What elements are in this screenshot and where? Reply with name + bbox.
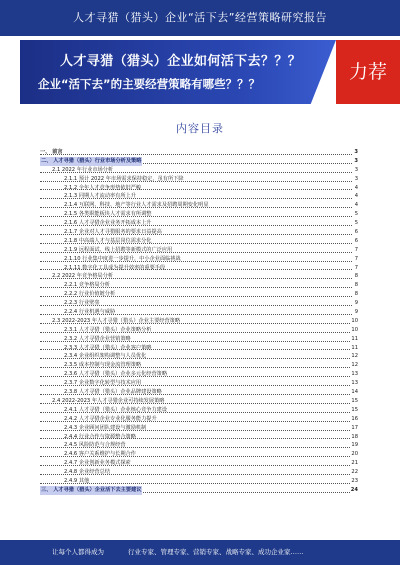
toc-entry-number: 2.1.9 <box>64 246 78 253</box>
table-of-contents <box>40 148 358 504</box>
footer-bar <box>0 540 400 565</box>
toc-page-number: 6 <box>354 229 358 236</box>
toc-entry-label <box>64 451 136 457</box>
toc-page-number: 3 <box>354 149 358 155</box>
toc-page-number: 3 <box>354 166 358 173</box>
toc-page-number: 8 <box>354 291 358 298</box>
toc-entry-number: 2.3.2 <box>64 335 78 342</box>
footer-slogan: 让每个人都得成为 <box>52 548 104 556</box>
toc-entry-label <box>64 345 152 351</box>
toc-entry-number: 三、 <box>41 486 52 493</box>
toc-entry-number: 2.1.8 <box>64 237 78 244</box>
toc-page-number: 5 <box>354 211 358 218</box>
toc-page-number: 13 <box>351 380 358 387</box>
toc-entry-number: 2.2.3 <box>64 300 78 307</box>
toc-entry-title: 预计 2022 年市场需求保持稳定，虽有所下降 <box>78 175 184 182</box>
toc-entry[interactable] <box>40 370 358 379</box>
footer-tagline: 行业专家、管理专家、营销专家、战略专家、成功企业家…… <box>128 548 304 556</box>
toc-entry-title: 人才寻猎（猎头）行业市场分析及策略 <box>53 157 142 164</box>
toc-entry-number: 2.4.9 <box>64 477 78 484</box>
toc-entry-number: 2.1.3 <box>64 193 78 200</box>
hero-title: 人才寻猎（猎头）企业如何活下去？？？ <box>60 54 302 69</box>
toc-entry-number: 2.1.1 <box>64 175 78 182</box>
toc-entry[interactable] <box>40 184 358 193</box>
toc-entry-label <box>64 478 89 484</box>
toc-entry-label <box>64 238 152 244</box>
toc-entry[interactable] <box>40 468 358 477</box>
toc-entry-number: 2.4.8 <box>64 469 78 476</box>
toc-entry-number: 2.2.2 <box>64 291 78 298</box>
toc-page-number: 19 <box>351 442 358 449</box>
toc-entry[interactable] <box>40 486 358 495</box>
toc-entry-number: 2.2 <box>52 273 61 280</box>
toc-entry-title: 企业数字化转型与技术应用 <box>78 380 142 387</box>
toc-entry-label <box>52 167 113 173</box>
toc-entry-number: 2.4.1 <box>64 406 78 413</box>
toc-entry[interactable] <box>40 450 358 459</box>
toc-entry-label <box>64 327 152 333</box>
toc-entry-number: 2.1.4 <box>64 202 78 209</box>
toc-entry-label <box>64 460 131 466</box>
toc-page-number: 17 <box>351 424 358 431</box>
toc-entry[interactable] <box>40 397 358 406</box>
toc-page-number: 3 <box>354 175 358 182</box>
toc-entry[interactable] <box>40 246 358 255</box>
toc-page-number: 4 <box>354 193 358 200</box>
toc-entry-label <box>64 407 167 413</box>
toc-entry[interactable] <box>40 379 358 388</box>
toc-entry-title: 人才寻猎（猎头）企业品牌建设策略 <box>78 389 162 396</box>
toc-entry-number: 2.1.11 <box>64 264 81 271</box>
toc-entry-title: 互联网、科技、地产等行业人才需求及招聘周期变化明显 <box>78 202 209 209</box>
toc-entry-label <box>40 157 142 166</box>
toc-page-number: 15 <box>351 397 358 404</box>
toc-page-number: 24 <box>350 486 358 493</box>
toc-entry-label <box>40 149 63 155</box>
toc-page-number: 10 <box>351 317 358 324</box>
toc-entry[interactable] <box>40 299 358 308</box>
toc-page-number: 12 <box>351 362 358 369</box>
toc-page-number: 8 <box>354 282 358 289</box>
toc-entry-label <box>64 202 209 208</box>
toc-entry-label <box>52 398 164 404</box>
toc-entry-title: 远程面试、线上招聘等新模式的广泛应用 <box>78 246 173 253</box>
toc-entry-title: 客户关系维护与长期合作 <box>78 451 136 458</box>
toc-entry[interactable] <box>40 308 358 317</box>
toc-page-number: 18 <box>351 433 358 440</box>
toc-entry[interactable] <box>40 201 358 210</box>
toc-heading: 内容目录 <box>176 122 224 135</box>
toc-entry-number: 2.4.3 <box>64 424 78 431</box>
toc-entry-number: 2.3 <box>52 317 61 324</box>
toc-entry-number: 2.3.7 <box>64 380 78 387</box>
toc-entry-title: 前言 <box>52 149 63 155</box>
toc-entry-number: 2.3.1 <box>64 326 78 333</box>
toc-page-number: 16 <box>351 415 358 422</box>
toc-entry[interactable] <box>40 361 358 370</box>
toc-page-number: 23 <box>351 477 358 484</box>
toc-page-number: 15 <box>351 406 358 413</box>
toc-page-number: 11 <box>351 344 358 351</box>
toc-page-number: 7 <box>354 255 358 262</box>
toc-entry-label <box>64 434 136 440</box>
toc-entry-title: 人才寻猎企业专业化服务能力提升 <box>78 415 157 422</box>
toc-entry-number: 2.2.1 <box>64 282 78 289</box>
toc-entry[interactable] <box>40 210 358 219</box>
toc-entry-label <box>64 389 162 395</box>
toc-entry-title: 行业机遇与威胁 <box>78 309 116 316</box>
toc-entry-title: 成本控制与现金流管理策略 <box>78 362 142 369</box>
toc-entry-label <box>64 220 152 226</box>
hero-subtitle: 企业“活下去”的主要经营策略有哪些？？？ <box>38 77 261 91</box>
toc-entry-label <box>64 247 172 253</box>
toc-page-number: 11 <box>351 335 358 342</box>
toc-entry-title: 2022-2023 年人才寻猎（猎头）企业主要经营策略 <box>61 317 181 324</box>
toc-entry-number: 2.3.8 <box>64 389 78 396</box>
toc-entry[interactable] <box>40 219 358 228</box>
toc-entry-title: 人才寻猎（猎头）企业策略分析 <box>78 326 152 333</box>
toc-entry-title: 2022 年竞争格局分析 <box>61 273 114 280</box>
toc-entry[interactable] <box>40 459 358 468</box>
toc-entry-label <box>64 362 141 368</box>
toc-entry[interactable] <box>40 326 358 335</box>
toc-page-number: 22 <box>351 469 358 476</box>
toc-entry-label <box>64 380 141 386</box>
toc-entry[interactable] <box>40 290 358 299</box>
toc-entry[interactable] <box>40 415 358 424</box>
toc-page-number: 7 <box>354 264 358 271</box>
toc-entry-number: 2.1.2 <box>64 184 78 191</box>
toc-page-number: 12 <box>351 353 358 360</box>
toc-entry-title: 行业壁垒 <box>78 300 100 307</box>
toc-entry-title: 人才寻猎企业营销策略 <box>78 335 131 342</box>
toc-entry-number: 2.4.6 <box>64 451 78 458</box>
toc-entry-label <box>52 318 180 324</box>
toc-entry[interactable] <box>40 433 358 442</box>
toc-entry-title: 人才寻猎企业业务开拓成本上升 <box>78 220 152 227</box>
toc-entry-title: 数字化工具成为提升效率的重要手段 <box>82 264 166 271</box>
toc-entry[interactable] <box>40 281 358 290</box>
toc-entry-title: 行业价值链分析 <box>78 291 116 298</box>
toc-entry-number: 2.3.6 <box>64 371 78 378</box>
toc-entry-label <box>40 486 142 495</box>
recommend-badge: 力荐 <box>336 40 400 104</box>
toc-entry[interactable] <box>40 335 358 344</box>
toc-entry-title: 行业集中度进一步提升，中小企业面临挑战 <box>82 255 181 262</box>
toc-entry[interactable] <box>40 272 358 281</box>
toc-entry-title: 人才寻猎（猎头）企业多元化经营策略 <box>78 371 168 378</box>
toc-entry[interactable] <box>40 264 358 273</box>
toc-page-number: 4 <box>354 184 358 191</box>
toc-entry-number: 2.1.10 <box>64 255 81 262</box>
toc-entry[interactable] <box>40 237 358 246</box>
toc-entry-number: 2.4.2 <box>64 415 78 422</box>
hero-banner <box>0 40 400 104</box>
toc-page-number: 6 <box>354 237 358 244</box>
toc-entry-number: 2.4.7 <box>64 460 78 467</box>
toc-entry-label <box>64 300 100 306</box>
toc-entry-label <box>64 371 167 377</box>
toc-entry-label <box>64 211 152 217</box>
toc-entry[interactable] <box>40 344 358 353</box>
toc-entry-title: 中高端人才与基层岗位需求分化 <box>78 237 152 244</box>
toc-entry-number: 2.1.5 <box>64 211 78 218</box>
toc-page-number: 4 <box>354 202 358 209</box>
toc-entry[interactable] <box>40 255 358 264</box>
toc-page-number: 9 <box>354 309 358 316</box>
toc-entry[interactable] <box>40 175 358 184</box>
toc-entry-number: 2.4.5 <box>64 442 78 449</box>
toc-entry[interactable] <box>40 192 358 201</box>
toc-page-number: 5 <box>354 220 358 227</box>
toc-entry-number: 2.1.6 <box>64 220 78 227</box>
toc-entry-number: 2.1.7 <box>64 229 78 236</box>
toc-entry-label <box>64 442 126 448</box>
toc-entry-label <box>64 425 146 431</box>
toc-entry-number: 二、 <box>41 157 52 164</box>
report-header-bar <box>0 0 400 36</box>
toc-page-number: 7 <box>354 246 358 253</box>
toc-entry[interactable] <box>40 352 358 361</box>
toc-entry-label <box>64 193 136 199</box>
toc-entry-title: 企业组织架构调整与人员优化 <box>78 353 147 360</box>
toc-entry[interactable] <box>40 441 358 450</box>
toc-entry-number: 2.3.4 <box>64 353 78 360</box>
report-header-title: 人才寻猎（猎头）企业“活下去”经营策略研究报告 <box>73 11 327 24</box>
toc-entry-title: 企业对人才寻猎服务的要求日益提高 <box>78 229 162 236</box>
toc-entry-label <box>64 353 146 359</box>
toc-entry-label <box>64 469 110 475</box>
toc-entry-label <box>64 229 162 235</box>
toc-entry-title: 竞争格局分析 <box>78 282 110 289</box>
toc-entry-title: 各类职能板块人才需求有所调整 <box>78 211 152 218</box>
toc-page-number: 3 <box>354 157 358 164</box>
toc-entry-title: 企业创新业务模式探索 <box>78 460 131 467</box>
toc-entry-title: 其他 <box>78 477 90 484</box>
toc-entry-title: 2022 年行业市场分析 <box>61 166 114 173</box>
toc-entry-label <box>64 265 165 271</box>
toc-entry-label <box>64 176 184 182</box>
toc-page-number: 8 <box>354 273 358 280</box>
toc-entry-number: 2.1 <box>52 166 61 173</box>
toc-entry[interactable] <box>40 157 358 166</box>
toc-entry-number: 2.3.5 <box>64 362 78 369</box>
toc-entry-number: 一、 <box>40 149 51 155</box>
toc-entry-title: 全年人才竞争形势依旧严峻 <box>78 184 142 191</box>
toc-entry-number: 2.3.3 <box>64 344 78 351</box>
toc-page-number: 9 <box>354 300 358 307</box>
toc-page-number: 13 <box>351 371 358 378</box>
toc-entry[interactable] <box>40 477 358 486</box>
toc-entry[interactable] <box>40 228 358 237</box>
toc-leader-dots <box>40 154 352 155</box>
toc-entry[interactable] <box>40 388 358 397</box>
toc-entry-number: 2.4 <box>52 397 61 404</box>
toc-entry-label <box>64 309 115 315</box>
toc-entry-number: 2.4.4 <box>64 433 78 440</box>
toc-entry-label <box>64 256 181 262</box>
toc-entry-title: 2022-2023 年人才寻猎企业可持续发展策略 <box>61 397 165 404</box>
toc-entry-title: 人才寻猎（猎头）企业客户策略 <box>78 344 152 351</box>
toc-entry[interactable] <box>40 406 358 415</box>
toc-entry-number: 2.2.4 <box>64 309 78 316</box>
toc-entry-label <box>64 336 131 342</box>
toc-entry-label <box>52 273 113 279</box>
toc-entry-title: 风险防范与合规经营 <box>78 442 126 449</box>
toc-entry[interactable] <box>40 148 358 157</box>
toc-entry[interactable] <box>40 166 358 175</box>
toc-entry-label <box>64 416 157 422</box>
toc-entry-label <box>64 291 115 297</box>
toc-page-number: 14 <box>351 389 358 396</box>
toc-entry-title: 同期人才流动率有所上升 <box>78 193 136 200</box>
toc-entry-title: 企业顾问团队建设与激励机制 <box>78 424 147 431</box>
toc-entry-title: 人才寻猎（猎头）企业活下去主要建议 <box>53 486 142 493</box>
toc-entry-title: 企业经营总结 <box>78 469 110 476</box>
toc-entry-label <box>64 282 110 288</box>
toc-page-number: 10 <box>351 326 358 333</box>
toc-page-number: 20 <box>351 451 358 458</box>
toc-entry-title: 人才寻猎（猎头）企业核心竞争力建设 <box>78 406 168 413</box>
toc-page-number: 21 <box>351 460 358 467</box>
toc-entry-title: 行业合作与资源整合策略 <box>78 433 136 440</box>
toc-entry-label <box>64 185 141 191</box>
toc-entry[interactable] <box>40 317 358 326</box>
toc-entry[interactable] <box>40 424 358 433</box>
